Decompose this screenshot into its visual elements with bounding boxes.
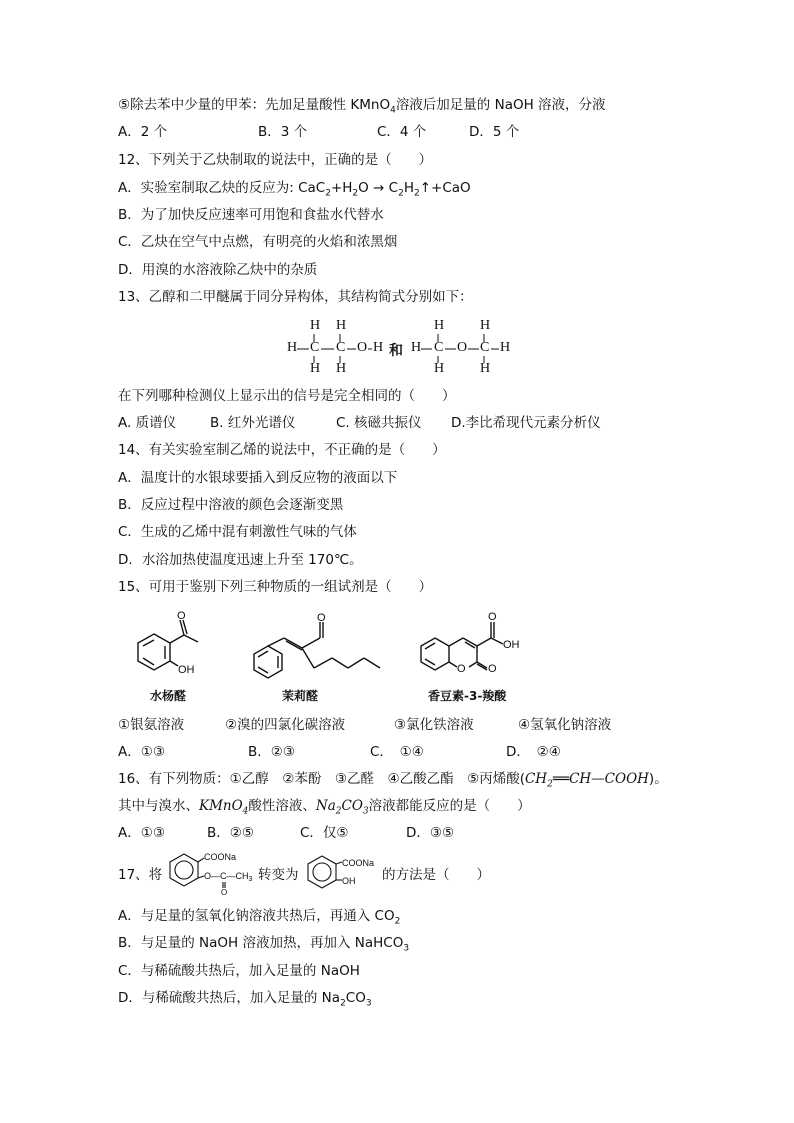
svg-text:OH: OH: [178, 664, 195, 676]
q15-stem: 15、可用于鉴别下列三种物质的一组试剂是（ ）: [118, 579, 433, 595]
q12-stem: 12、下列关于乙炔制取的说法中，正确的是（ ）: [118, 152, 433, 168]
svg-text:O: O: [317, 612, 326, 624]
q14-option-d: D．水浴加热使温度迅速上升至 170℃。: [118, 552, 363, 568]
q16-option-d: D．③⑤: [406, 825, 455, 841]
svg-text:O: O: [177, 610, 186, 622]
q12-option-c: C．乙炔在空气中点燃，有明亮的火焰和浓黑烟: [118, 234, 398, 250]
q13-option-a: A. 质谱仪: [118, 415, 177, 431]
q17-option-b: B．与足量的 NaOH 溶液加热，再加入 NaHCO$_3$: [118, 935, 410, 954]
svg-text:O: O: [221, 888, 228, 896]
q15-reagent-1: ①银氨溶液: [118, 717, 185, 733]
q11-option-b: B．3 个: [258, 124, 308, 140]
q16-option-c: C．仅⑤: [300, 825, 349, 841]
salicylaldehyde-label: 水杨醛: [150, 689, 187, 703]
svg-text:OH: OH: [342, 876, 356, 886]
q14-stem: 14、有关实验室制乙烯的说法中，不正确的是（ ）: [118, 442, 446, 458]
svg-text:O—C—CH3: $O—C—CH_3$: [204, 871, 253, 883]
jasminaldehyde-label: 茉莉醛: [282, 689, 319, 703]
q11-option-d: D．5 个: [469, 124, 520, 140]
q15-reagent-3: ③氯化铁溶液: [394, 717, 474, 733]
q17-option-d: D．与稀硫酸共热后，加入足量的 $Na_2CO_3$: [118, 990, 372, 1009]
q15-reagent-2: ②溴的四氯化碳溶液: [225, 717, 346, 733]
q15-option-d: D． ②④: [506, 744, 561, 760]
jasminaldehyde-structure: [248, 608, 388, 680]
q14-option-a: A．温度计的水银球要插入到反应物的液面以下: [118, 470, 398, 486]
coumarin-acid-structure: [415, 608, 535, 680]
salicylaldehyde-structure: [128, 608, 208, 680]
q12-option-a: A．实验室制取乙炔的反应为: $CaC_2+H_2O$ → $C_2H_2↑+CaO$: [118, 180, 471, 199]
q11-option-a: A．2 个: [118, 124, 168, 140]
svg-text:O: O: [488, 611, 497, 623]
q16-stem-line2: 其中与溴水、KMnO$_4$酸性溶液、$Na_2CO_3$溶液都能反应的是（ ）: [118, 798, 531, 817]
item-5: ⑤除去苯中少量的甲苯：先加足量酸性 KMnO$_4$溶液后加足量的 NaOH 溶液，分液: [118, 97, 606, 116]
q14-option-c: C．生成的乙烯中混有刺激性气味的气体: [118, 524, 357, 540]
q17-stem-mid: 转变为: [258, 867, 299, 883]
q13-option-c: C. 核磁共振仪: [336, 415, 422, 431]
q15-option-a: A．①③: [118, 744, 165, 760]
svg-text:COONa: COONa: [204, 852, 237, 862]
aspirin-salt-structure: [162, 848, 262, 896]
q16-option-a: A．①③: [118, 825, 165, 841]
q16-option-b: B．②⑤: [207, 825, 254, 841]
q17-option-c: C．与稀硫酸共热后，加入足量的 NaOH: [118, 963, 360, 979]
q17-option-a: A．与足量的氢氧化钠溶液共热后，再通入 $CO_2$: [118, 908, 401, 927]
q15-option-c: C． ①④: [370, 744, 424, 760]
q16-stem: 16、有下列物质：①乙醇 ②苯酚 ③乙醛 ④乙酸乙酯 ⑤丙烯酸$(CH_2══CH—COOH)$。: [118, 771, 668, 790]
q13-option-b: B. 红外光谱仪: [210, 415, 296, 431]
q11-option-c: C．4 个: [377, 124, 427, 140]
q17-stem-start: 17、将: [118, 867, 163, 883]
structure-bonds: [0, 0, 794, 400]
coumarin-acid-label: 香豆素-3-羧酸: [428, 689, 507, 703]
q13-option-d: D.李比希现代元素分析仪: [451, 415, 601, 431]
q12-option-b: B．为了加快反应速率可用饱和食盐水代替水: [118, 207, 384, 223]
svg-text:O: O: [457, 663, 466, 675]
q15-reagent-4: ④氢氧化钠溶液: [518, 717, 612, 733]
svg-text:O: O: [488, 663, 497, 675]
q15-option-b: B．②③: [248, 744, 295, 760]
q13-question: 在下列哪种检测仪上显示出的信号是完全相同的（ ）: [118, 388, 456, 404]
q14-option-b: B．反应过程中溶液的颜色会逐渐变黑: [118, 497, 344, 513]
q17-stem-end: 的方法是（ ）: [382, 867, 490, 883]
q12-option-d: D．用溴的水溶液除乙炔中的杂质: [118, 262, 318, 278]
q13-stem: 13、乙醇和二甲醚属于同分异构体，其结构简式分别如下：: [118, 289, 473, 305]
salicylate-structure: [302, 852, 382, 892]
svg-text:COONa: COONa: [342, 858, 375, 868]
svg-text:OH: OH: [503, 639, 520, 651]
